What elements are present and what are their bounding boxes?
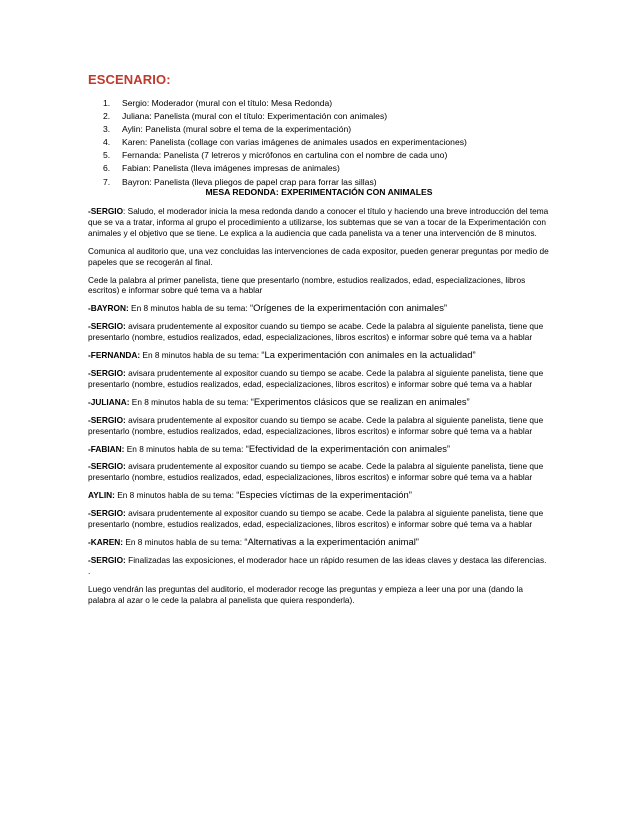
speaker-label: -SERGIO: xyxy=(88,367,126,378)
moderator-paragraph xyxy=(88,368,550,390)
cast-item xyxy=(103,110,583,123)
cast-text: Bayron: Panelista (lleva pliegos de papel crap para forrar las sillas) xyxy=(122,176,377,187)
turn-topic: “La experimentación con animales en la actualidad” xyxy=(261,349,476,361)
turn-prefix: En 8 minutos habla de su tema: xyxy=(142,350,260,361)
cast-text: Fabian: Panelista (lleva imágenes impresas de animales) xyxy=(122,163,340,174)
turn-topic: “Efectividad de la experimentación con animales” xyxy=(245,442,451,454)
speaker-label: -FABIAN: xyxy=(88,443,125,454)
turn-line xyxy=(88,350,550,361)
turn-line xyxy=(88,303,550,314)
turn-topic: “Especies víctimas de la experimentación” xyxy=(236,489,412,501)
cast-text: Aylin: Panelista (mural sobre el tema de la experimentación) xyxy=(122,124,352,135)
turn-topic: “Orígenes de la experimentación con animales” xyxy=(250,302,448,314)
document-title: MESA REDONDA: EXPERIMENTACIÓN CON ANIMALES xyxy=(205,187,433,197)
turn-prefix: En 8 minutos habla de su tema: xyxy=(131,396,249,407)
paragraph-text: avisara prudentemente al expositor cuando su tiempo se acabe. Cede la palabra al siguiente panelista, tiene que presentarlo (nombre, estudios realizados, edad, especializaciones, libros escritos) e informar sobre qué tema va a hablar xyxy=(88,461,544,483)
cast-item xyxy=(103,162,583,175)
intro-paragraph xyxy=(88,206,550,239)
section-heading: ESCENARIO: xyxy=(88,72,171,87)
cast-item xyxy=(103,123,583,136)
cast-number: 6. xyxy=(103,163,111,174)
moderator-paragraph xyxy=(88,461,550,483)
speaker-label: -KAREN: xyxy=(88,536,124,547)
paragraph-text: avisara prudentemente al expositor cuando su tiempo se acabe. Cede la palabra al siguiente panelista, tiene que presentarlo (nombre, estudios realizados, edad, especializaciones, libros escritos) e informar sobre qué tema va a hablar xyxy=(88,367,544,389)
closing-paragraph xyxy=(88,555,550,577)
turn-topic: “Experimentos clásicos que se realizan en animales” xyxy=(250,395,470,407)
paragraph-text: avisara prudentemente al expositor cuando su tiempo se acabe. Cede la palabra al siguiente panelista, tiene que presentarlo (nombre, estudios realizados, edad, especializaciones, libros escritos) e informar sobre qué tema va a hablar xyxy=(88,414,544,436)
cast-item xyxy=(103,97,583,110)
cast-number: 3. xyxy=(103,124,111,135)
moderator-paragraph xyxy=(88,508,550,530)
cast-number: 7. xyxy=(103,176,111,187)
turn-prefix: En 8 minutos habla de su tema: xyxy=(126,443,244,454)
turn-topic: “Alternativas a la experimentación animal” xyxy=(244,535,419,547)
turn-line xyxy=(88,537,550,548)
script-body xyxy=(88,206,550,612)
paragraph-text: avisara prudentemente al expositor cuando su tiempo se acabe. Cede la palabra al siguiente panelista, tiene que presentarlo (nombre, estudios realizados, edad, especializaciones, libros escritos) e informar sobre qué tema va a hablar xyxy=(88,321,544,343)
cast-item xyxy=(103,149,583,162)
speaker-label: -SERGIO: xyxy=(88,321,126,332)
speaker-label: -SERGIO: xyxy=(88,414,126,425)
cast-text: Fernanda: Panelista (7 letreros y micrófonos en cartulina con el nombre de cada uno) xyxy=(122,150,448,161)
turn-prefix: En 8 minutos habla de su tema: xyxy=(125,536,243,547)
cast-number: 5. xyxy=(103,150,111,161)
speaker-label: -SERGIO: xyxy=(88,554,126,565)
turn-line xyxy=(88,490,550,501)
paragraph-text: : Saludo, el moderador inicia la mesa redonda dando a conocer el título y haciendo una breve introducción del tema que se va a tratar, informa al grupo el procedimiento a utilizarse, los subtemas que se van a tocar de la Experimentación con animales y el objetivo que se tiene. Le explica a la audiencia que cada panelista va a tener una intervención de 8 minutos. xyxy=(88,206,549,238)
cast-item xyxy=(103,136,583,149)
paragraph-text: avisara prudentemente al expositor cuando su tiempo se acabe. Cede la palabra al siguiente panelista, tiene que presentarlo (nombre, estudios realizados, edad, especializaciones, libros escritos) e informar sobre qué tema va a hablar xyxy=(88,508,544,530)
note-paragraph: Comunica al auditorio que, una vez concluidas las intervenciones de cada expositor, pueden generar preguntas por medio de papeles que se recogerán al final. xyxy=(88,245,549,267)
speaker-label: -BAYRON: xyxy=(88,303,129,314)
speaker-label: -SERGIO xyxy=(88,206,124,216)
cast-text: Karen: Panelista (collage con varias imágenes de animales usados en experimentaciones) xyxy=(122,137,467,148)
turn-prefix: En 8 minutos habla de su tema: xyxy=(131,303,248,314)
turn-line xyxy=(88,444,550,455)
paragraph-text: Finalizadas las exposiciones, el moderador hace un rápido resumen de las ideas claves y destaca las diferencias. . xyxy=(88,554,547,576)
speaker-label: -SERGIO: xyxy=(88,508,126,519)
final-paragraph: Luego vendrán las preguntas del auditorio, el moderador recoge las preguntas y empieza a leer una por una (dando la palabra al azar o le cede la palabra al panelista que quiera responderla). xyxy=(88,583,523,605)
cast-text: Sergio: Moderador (mural con el título: Mesa Redonda) xyxy=(122,98,333,108)
cast-text: Juliana: Panelista (mural con el título: Experimentación con animales) xyxy=(122,111,388,122)
note-paragraph: Cede la palabra al primer panelista, tiene que presentarlo (nombre, estudios realizados, edad, especializaciones, libros escritos) e informar sobre qué tema va a hablar xyxy=(88,274,526,296)
cast-number: 1. xyxy=(103,98,111,108)
cast-number: 2. xyxy=(103,111,111,122)
turn-line xyxy=(88,397,550,408)
moderator-paragraph xyxy=(88,415,550,437)
cast-number: 4. xyxy=(103,137,111,148)
cast-list xyxy=(103,97,583,189)
speaker-label: AYLIN: xyxy=(88,490,115,501)
turn-prefix: En 8 minutos habla de su tema: xyxy=(117,490,234,501)
speaker-label: -FERNANDA: xyxy=(88,350,141,361)
speaker-label: -JULIANA: xyxy=(88,396,130,407)
speaker-label: -SERGIO: xyxy=(88,461,126,472)
moderator-paragraph xyxy=(88,321,550,343)
